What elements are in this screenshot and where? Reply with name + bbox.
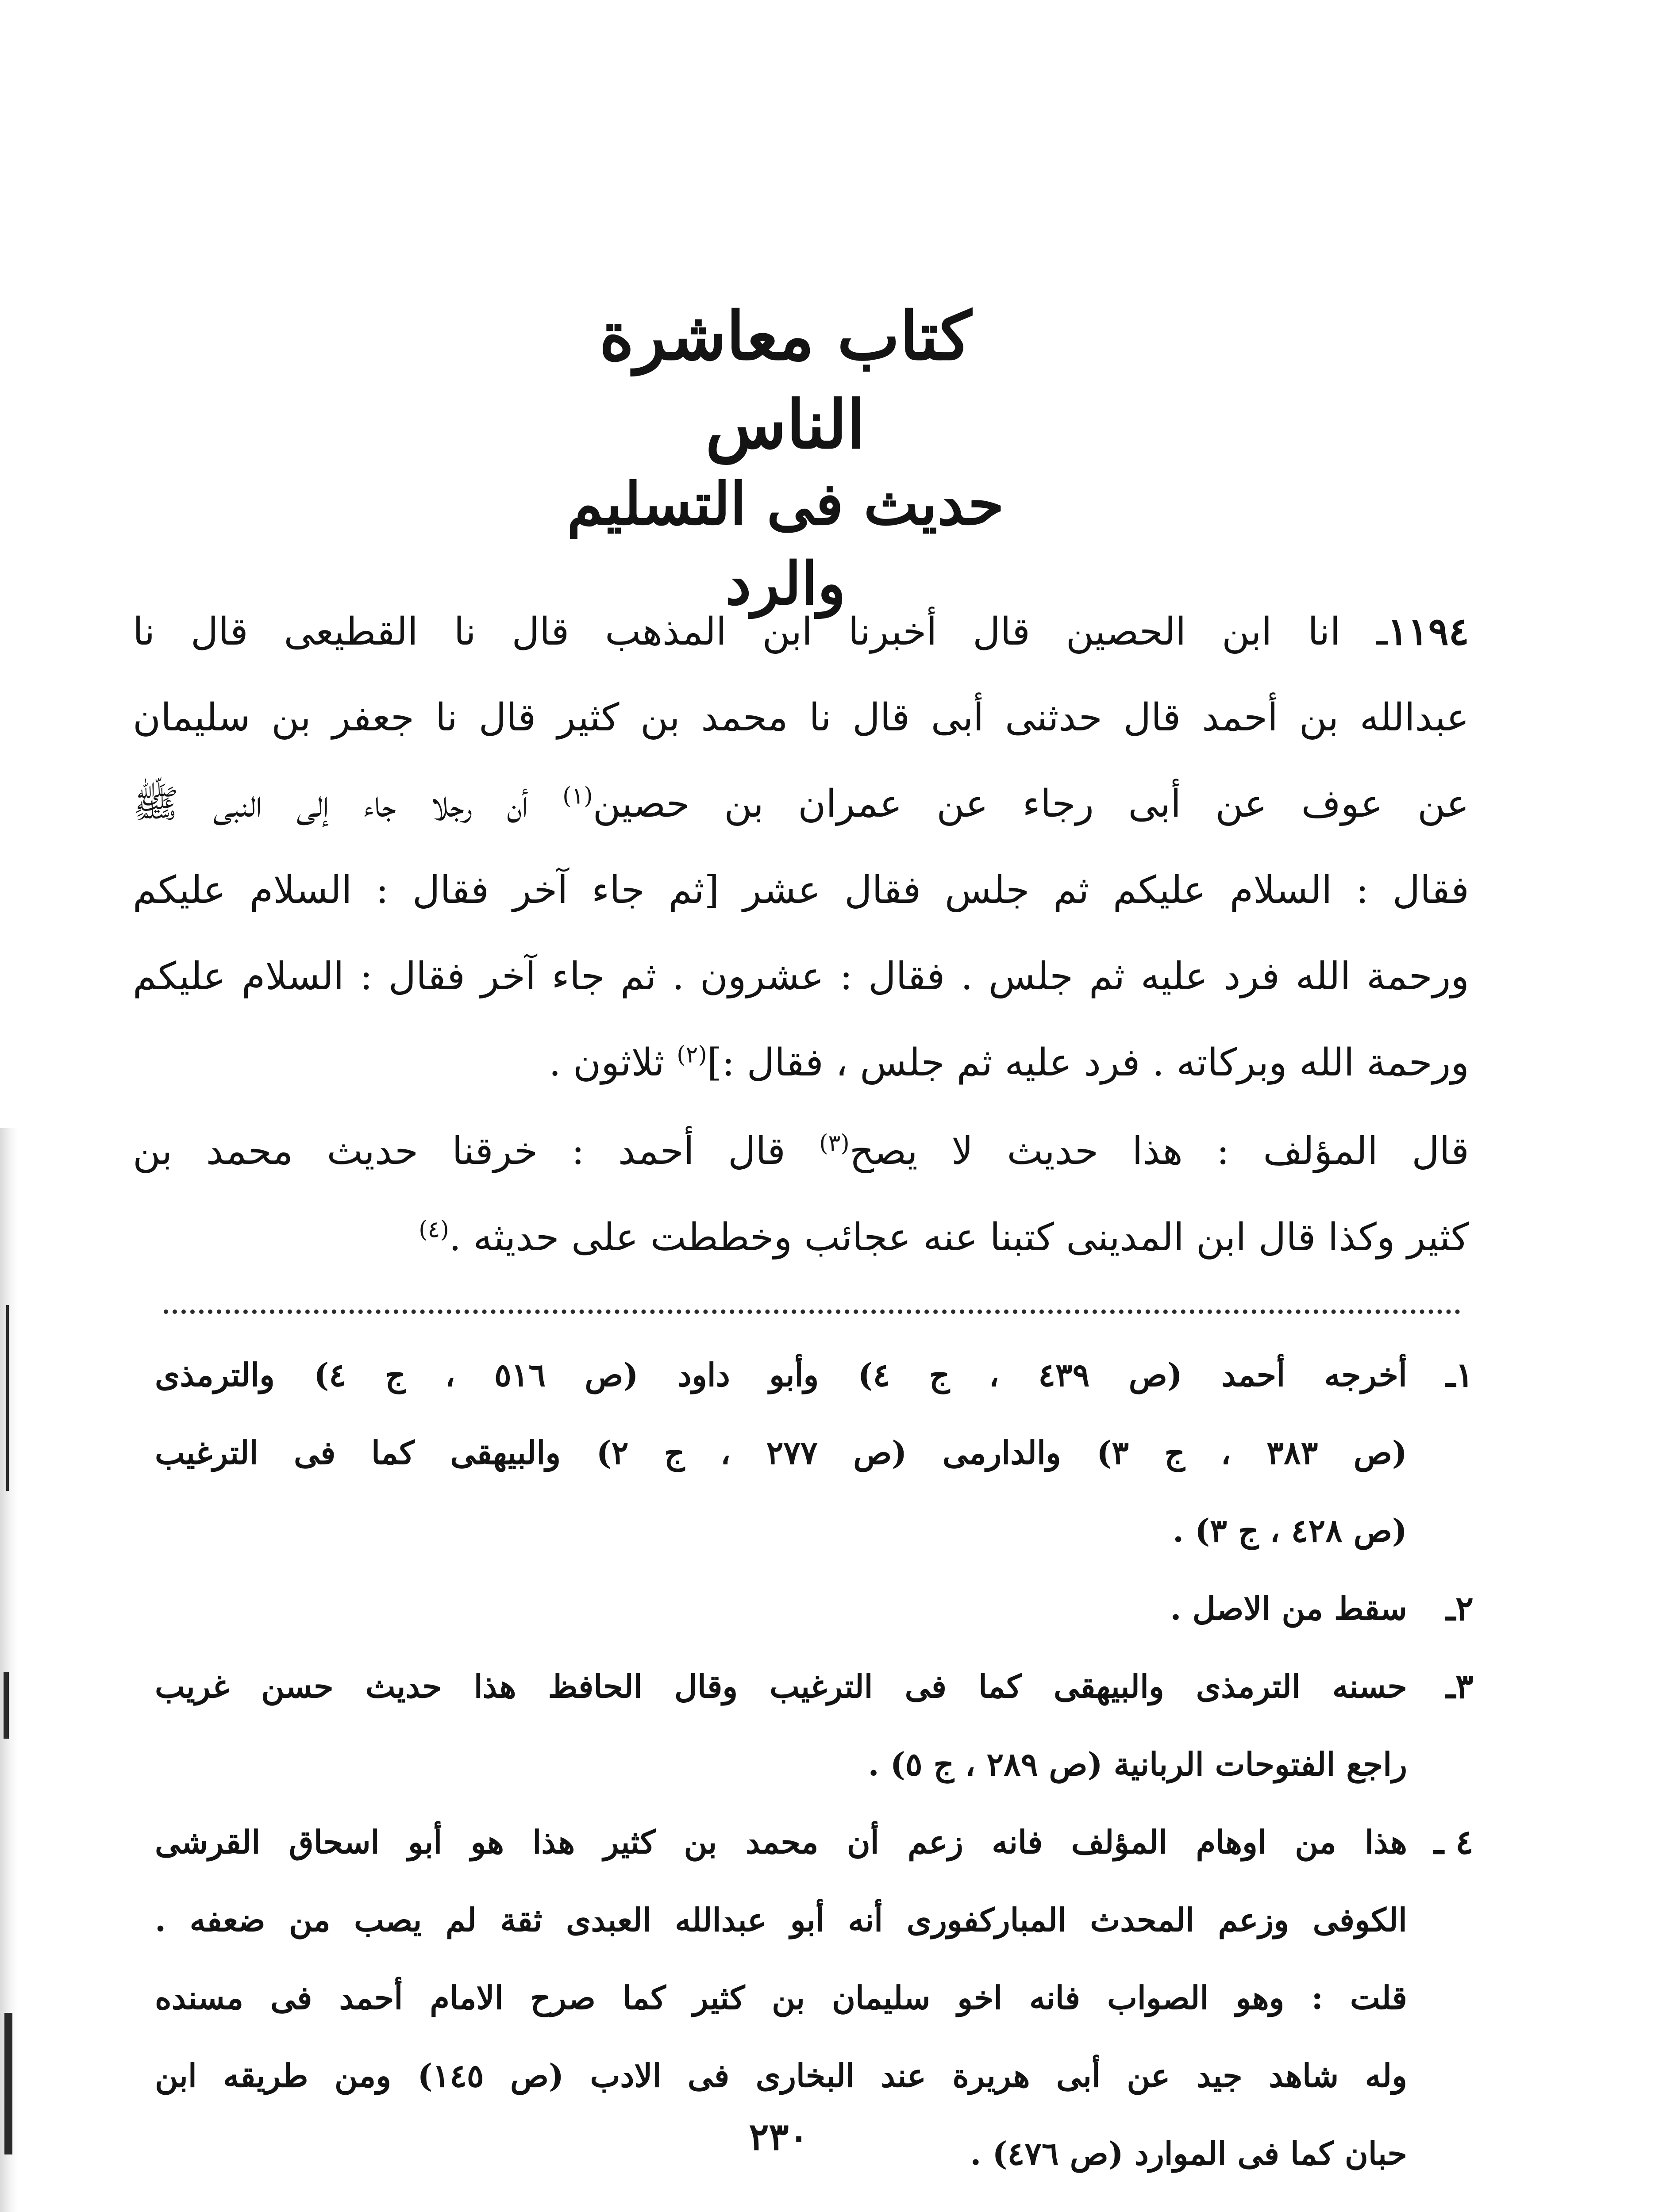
footnote-number: ٤ ـ bbox=[1434, 1822, 1474, 1862]
footnote-1 bbox=[155, 1336, 1474, 1570]
book-title: كتاب معاشرة الناس bbox=[599, 297, 972, 464]
hadith-paragraph bbox=[133, 588, 1469, 1106]
hadith-line-text: ورحمة الله وبركاته . فرد عليه ثم جلس ، فقال :] bbox=[707, 1041, 1469, 1085]
commentary-line bbox=[133, 1108, 1469, 1194]
footnote-line: حبان كما فى الموارد (ص ٤٧٦) . bbox=[970, 2135, 1407, 2172]
footnote-line: (ص ٣٨٣ ، ج ٣) والدارمى (ص ٢٧٧ ، ج ٢) والبيهقى كما فى الترغيب bbox=[155, 1434, 1407, 1471]
footnote-body bbox=[155, 1570, 1407, 1647]
scan-artifact-mark bbox=[4, 2013, 12, 2154]
scan-artifact-mark bbox=[6, 1305, 9, 1491]
footnote-line: قلت : وهو الصواب فانه اخو سليمان بن كثير كما صرح الامام أحمد فى مسنده bbox=[155, 1979, 1407, 2016]
commentary-text: كثير وكذا قال ابن المدينى كتبنا عنه عجائب وخططت على حديثه . bbox=[449, 1215, 1469, 1260]
footnote-line: أخرجه أحمد (ص ٤٣٩ ، ج ٤) وأبو داود (ص ٥١٦ ، ج ٤) والترمذى bbox=[155, 1356, 1407, 1394]
footnotes-section bbox=[155, 1336, 1474, 2193]
hadith-line-text: عن عوف عن أبى رجاء عن عمران بن حصين bbox=[593, 782, 1469, 826]
scan-artifact-mark bbox=[4, 1672, 9, 1739]
hadith-line: ورحمة الله فرد عليه ثم جلس . فقال : عشرون . ثم جاء آخر فقال : السلام عليكم bbox=[133, 954, 1469, 998]
footnote-ref: (١) bbox=[562, 783, 593, 810]
section-title: حديث فى التسليم والرد bbox=[566, 470, 1004, 618]
footnote-number: ١ـ bbox=[1445, 1355, 1474, 1394]
commentary-text: قال المؤلف : هذا حديث لا يصح bbox=[849, 1129, 1469, 1173]
commentary-text: قال أحمد : خرقنا حديث محمد بن bbox=[133, 1129, 820, 1173]
footnote-number: ٢ـ bbox=[1445, 1589, 1474, 1628]
footnote-line: حسنه الترمذى والبيهقى كما فى الترغيب وقال الحافظ هذا حديث حسن غريب bbox=[155, 1667, 1407, 1705]
author-commentary bbox=[133, 1108, 1469, 1281]
footnote-number: ٣ـ bbox=[1445, 1667, 1474, 1706]
footnote-separator bbox=[164, 1310, 1460, 1314]
hadith-number: ١١٩٤ bbox=[1387, 609, 1469, 654]
footnote-ref: (٢) bbox=[677, 1041, 707, 1068]
footnote-line: الكوفى وزعم المحدث المباركفورى أنه أبو عبدالله العبدى ثقة لم يصب من ضعفه . bbox=[155, 1901, 1407, 1939]
footnote-line: وله شاهد جيد عن أبى هريرة عند البخارى فى الادب (ص ١٤٥) ومن طريقه ابن bbox=[155, 2057, 1407, 2094]
footnote-body bbox=[155, 1336, 1407, 1570]
hadith-line bbox=[133, 761, 1469, 847]
hadith-line bbox=[133, 1020, 1469, 1106]
hadith-line-text: أن رجلا جاء إلى النبى ﷺ bbox=[133, 782, 563, 826]
hadith-line-text: ثلاثون . bbox=[549, 1041, 677, 1085]
footnote-body bbox=[155, 1647, 1407, 1803]
hadith-line-text: ـ انا ابن الحصين قال أخبرنا ابن المذهب قال نا القطيعى قال نا bbox=[133, 610, 1388, 654]
commentary-line bbox=[133, 1194, 1469, 1281]
footnote-2 bbox=[155, 1570, 1474, 1647]
page-number: ٢٣٠ bbox=[749, 2115, 809, 2158]
footnote-line: (ص ٤٢٨ ، ج ٣) . bbox=[1173, 1512, 1407, 1549]
hadith-line: عبدالله بن أحمد قال حدثنى أبى قال نا محمد بن كثير قال نا جعفر بن سليمان bbox=[133, 695, 1469, 740]
footnote-3 bbox=[155, 1647, 1474, 1803]
footnote-line: هذا من اوهام المؤلف فانه زعم أن محمد بن كثير هذا هو أبو اسحاق القرشى bbox=[155, 1823, 1407, 1861]
footnote-ref: (٣) bbox=[819, 1130, 850, 1157]
hadith-line: فقال : السلام عليكم ثم جلس فقال عشر [ثم جاء آخر فقال : السلام عليكم bbox=[133, 868, 1469, 912]
footnote-line: راجع الفتوحات الربانية (ص ٢٨٩ ، ج ٥) . bbox=[868, 1745, 1407, 1783]
footnote-ref: (٤) bbox=[419, 1216, 449, 1243]
hadith-line bbox=[133, 588, 1469, 675]
footnote-line: سقط من الاصل . bbox=[1170, 1590, 1407, 1627]
